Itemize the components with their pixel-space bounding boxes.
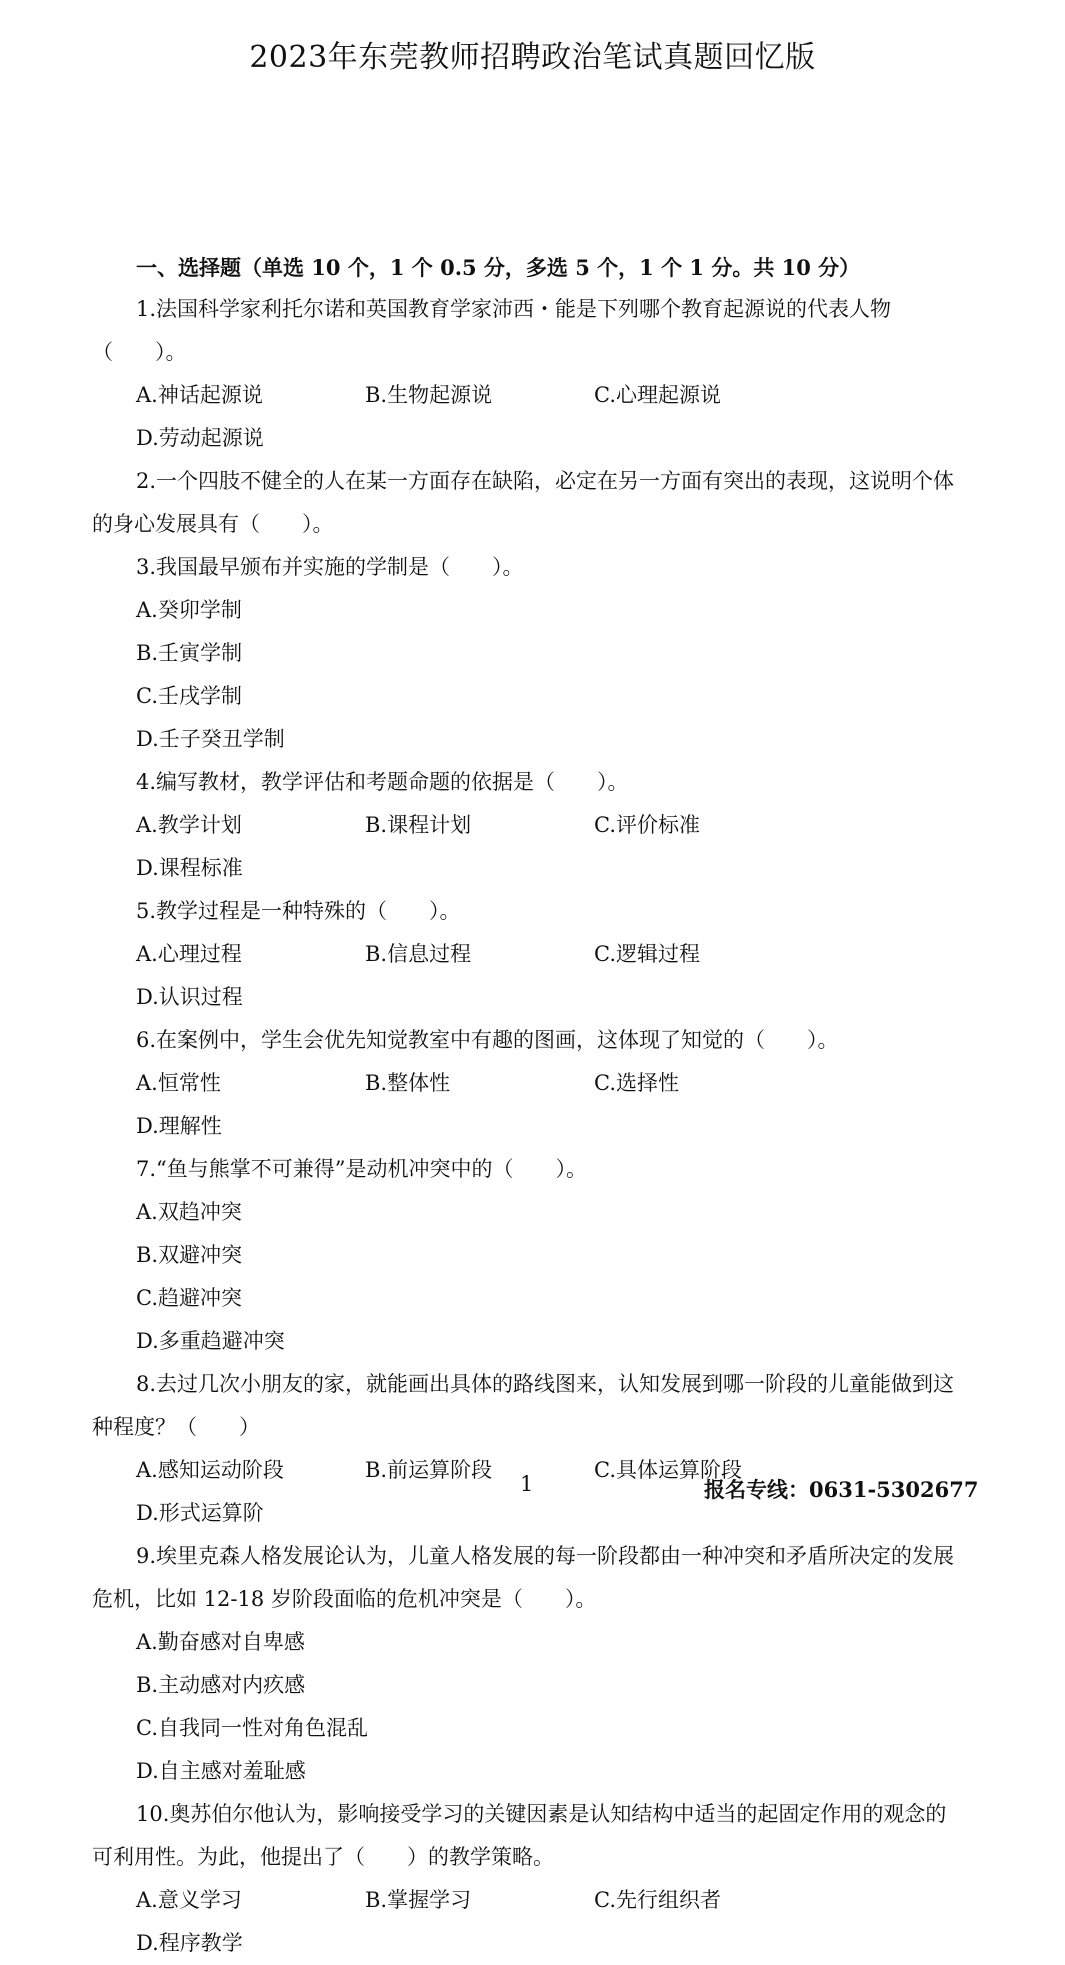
question-stem: 3.我国最早颁布并实施的学制是（ ）。 (136, 555, 524, 579)
answer-option: B.壬寅学制 (136, 641, 243, 665)
question-item (92, 1148, 966, 1363)
answer-option: C.选择性 (594, 1071, 679, 1095)
question-stem: 7.“鱼与熊掌不可兼得”是动机冲突中的（ ）。 (136, 1157, 588, 1181)
question-stem: 1.法国科学家利托尔诺和英国教育学家沛西・能是下列哪个教育起源说的代表人物（ ）。 (92, 297, 892, 364)
answer-option: A.感知运动阶段 (136, 1458, 284, 1482)
answer-option: C.壬戌学制 (136, 684, 242, 708)
option-group (92, 804, 966, 890)
question-item (92, 1019, 966, 1148)
answer-option: B.掌握学习 (365, 1888, 472, 1912)
question-item (92, 288, 966, 460)
answer-option: B.信息过程 (365, 942, 472, 966)
answer-option: D.多重趋避冲突 (136, 1329, 285, 1353)
question-item (92, 460, 966, 546)
answer-option: A.勤奋感对自卑感 (136, 1630, 305, 1654)
question-stem: 4.编写教材，教学评估和考题命题的依据是（ ）。 (136, 770, 629, 794)
option-group (92, 1062, 966, 1148)
answer-option: D.理解性 (136, 1114, 222, 1138)
question-stem: 6.在案例中，学生会优先知觉教室中有趣的图画，这体现了知觉的（ ）。 (136, 1028, 839, 1052)
answer-option: D.劳动起源说 (136, 426, 264, 450)
hotline: 报名专线：0631-5302677 (704, 1477, 979, 1502)
question-item (92, 546, 966, 761)
answer-option: D.壬子癸丑学制 (136, 727, 285, 751)
option-group (92, 1879, 966, 1965)
answer-option: B.前运算阶段 (365, 1458, 493, 1482)
option-group (92, 589, 966, 761)
question-item (92, 1793, 966, 1965)
option-group (92, 374, 966, 460)
answer-option: C.逻辑过程 (594, 942, 700, 966)
answer-option: D.程序教学 (136, 1931, 243, 1955)
question-item (92, 890, 966, 1019)
answer-option: C.具体运算阶段 (594, 1458, 742, 1482)
answer-option: B.生物起源说 (365, 383, 493, 407)
option-group (92, 1621, 966, 1793)
answer-option: C.评价标准 (594, 813, 700, 837)
answer-option: D.自主感对羞耻感 (136, 1759, 306, 1783)
answer-option: A.心理过程 (136, 942, 242, 966)
question-stem: 2.一个四肢不健全的人在某一方面存在缺陷，必定在另一方面有突出的表现，这说明个体的身心发展具有（ ）。 (92, 469, 955, 536)
answer-option: B.双避冲突 (136, 1243, 243, 1267)
question-stem: 10.奥苏伯尔他认为，影响接受学习的关键因素是认知结构中适当的起固定作用的观念的可利用性。为此，他提出了（ ）的教学策略。 (92, 1802, 947, 1869)
answer-option: A.神话起源说 (136, 383, 263, 407)
section-heading: 一、选择题（单选 10 个，1 个 0.5 分，多选 5 个，1 个 1 分。共 10 分） (136, 255, 861, 280)
answer-option: B.主动感对内疚感 (136, 1673, 306, 1697)
page-number: 1 (520, 1472, 534, 1496)
answer-option: C.心理起源说 (594, 383, 721, 407)
question-list (92, 288, 966, 1965)
answer-option: D.课程标准 (136, 856, 243, 880)
question-item (92, 1363, 966, 1535)
question-item (92, 1535, 966, 1793)
answer-option: A.意义学习 (136, 1888, 242, 1912)
question-stem: 5.教学过程是一种特殊的（ ）。 (136, 899, 461, 923)
question-stem: 9.埃里克森人格发展论认为，儿童人格发展的每一阶段都由一种冲突和矛盾所决定的发展危机，比如 12-18 岁阶段面临的危机冲突是（ ）。 (92, 1544, 955, 1611)
answer-option: B.整体性 (365, 1071, 451, 1095)
answer-option: C.自我同一性对角色混乱 (136, 1716, 368, 1740)
answer-option: A.教学计划 (136, 813, 242, 837)
question-item (92, 761, 966, 890)
answer-option: D.认识过程 (136, 985, 243, 1009)
page-title: 2023年东莞教师招聘政治笔试真题回忆版 (249, 40, 816, 75)
answer-option: A.癸卯学制 (136, 598, 242, 622)
answer-option: C.趋避冲突 (136, 1286, 242, 1310)
option-group (92, 1191, 966, 1363)
option-group (92, 933, 966, 1019)
question-stem: 8.去过几次小朋友的家，就能画出具体的路线图来，认知发展到哪一阶段的儿童能做到这种程度？（ ） (92, 1372, 955, 1439)
answer-option: A.双趋冲突 (136, 1200, 242, 1224)
answer-option: D.形式运算阶 (136, 1501, 264, 1525)
answer-option: A.恒常性 (136, 1071, 221, 1095)
answer-option: C.先行组织者 (594, 1888, 721, 1912)
answer-option: B.课程计划 (365, 813, 472, 837)
